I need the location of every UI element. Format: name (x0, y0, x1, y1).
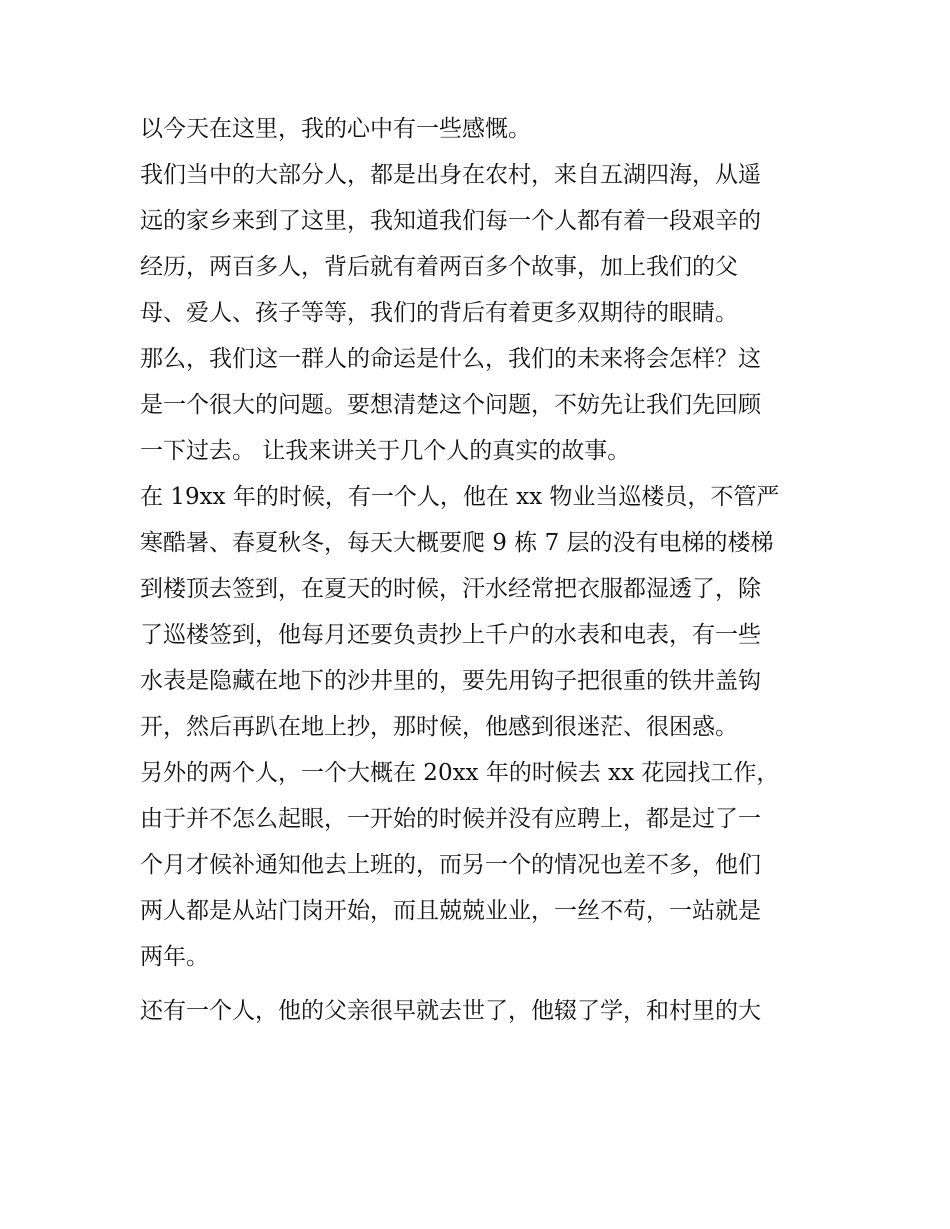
text-line: 还有一个人，他的父亲很早就去世了，他辍了学，和村里的大 (140, 998, 761, 1024)
paragraph-6 (140, 988, 815, 1034)
text-line: 经历，两百多人，背后就有着两百多个故事，加上我们的父 (140, 254, 738, 280)
text-line: 另外的两个人，一个大概在 20xx 年的时候去 xx 花园找工作， (140, 760, 780, 786)
document-body (140, 106, 815, 1034)
text-line: 两人都是从站门岗开始，而且兢兢业业，一丝不苟，一站就是 (140, 898, 761, 924)
text-line: 水表是隐藏在地下的沙井里的，要先用钩子把很重的铁井盖钩 (140, 668, 761, 694)
text-line: 我们当中的大部分人，都是出身在农村，来自五湖四海，从遥 (140, 162, 761, 188)
text-line: 是一个很大的问题。要想清楚这个问题，不妨先让我们先回顾 (140, 392, 761, 418)
paragraph-2 (140, 152, 815, 336)
text-line: 一下过去。 让我来讲关于几个人的真实的故事。 (140, 438, 631, 464)
text-line: 母、爱人、孩子等等，我们的背后有着更多双期待的眼睛。 (140, 300, 738, 326)
paragraph-4 (140, 474, 815, 750)
text-line: 两年。 (140, 944, 209, 970)
paragraph-gap (140, 980, 815, 988)
text-line: 在 19xx 年的时候，有一个人，他在 xx 物业当巡楼员，不管严 (140, 484, 780, 510)
text-line: 寒酷暑、春夏秋冬，每天大概要爬 9 栋 7 层的没有电梯的楼梯 (140, 530, 774, 556)
text-line: 远的家乡来到了这里，我知道我们每一个人都有着一段艰辛的 (140, 208, 761, 234)
text-line: 了巡楼签到，他每月还要负责抄上千户的水表和电表，有一些 (140, 622, 761, 648)
text-line: 那么，我们这一群人的命运是什么，我们的未来将会怎样？这 (140, 346, 761, 372)
text-line: 到楼顶去签到，在夏天的时候，汗水经常把衣服都湿透了，除 (140, 576, 761, 602)
text-line: 由于并不怎么起眼，一开始的时候并没有应聘上，都是过了一 (140, 806, 761, 832)
paragraph-1 (140, 106, 815, 152)
text-line: 以今天在这里，我的心中有一些感慨。 (140, 116, 531, 142)
paragraph-3 (140, 336, 815, 474)
paragraph-5 (140, 750, 815, 980)
text-line: 开，然后再趴在地上抄，那时候，他感到很迷茫、很困惑。 (140, 714, 738, 740)
text-line: 个月才候补通知他去上班的，而另一个的情况也差不多，他们 (140, 852, 761, 878)
